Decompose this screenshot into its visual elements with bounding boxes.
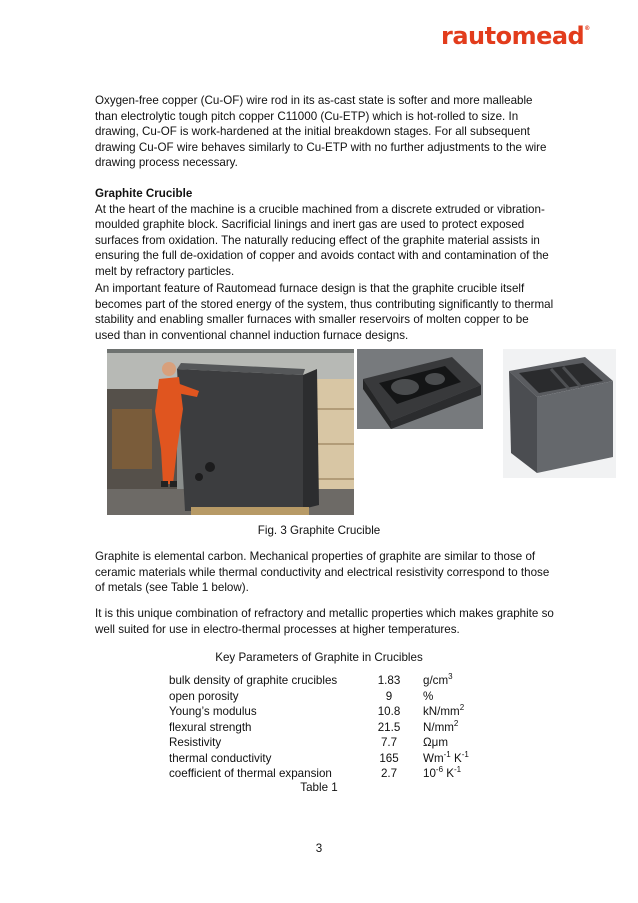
feature-paragraph: An important feature of Rautomead furnace design is that the graphite crucible itself becomes part of the stored energy of the system, thus contributing significantly to thermal stability and enabling smaller furnaces with smaller reservoirs of molten copper to be used than in conventional channel induction furnace designs. <box>95 282 554 342</box>
unit-unit-sup2: -1 <box>454 765 462 775</box>
unit-unit-sup: 3 <box>448 672 453 682</box>
key-parameters-table <box>169 673 503 782</box>
unit-unit-sup: 2 <box>453 718 459 728</box>
section-heading: Graphite Crucible <box>95 187 193 200</box>
table-row <box>169 766 503 782</box>
parameter-name: bulk density of graphite crucibles <box>169 674 338 687</box>
parameter-name: flexural strength <box>169 720 252 734</box>
graphite-properties-paragraph: Graphite is elemental carbon. Mechanical properties of graphite are similar to those of ceramic materials while thermal conductivity and electrical resistivity correspond to those of metals (see Table 1 below). <box>95 550 550 594</box>
logo-text: rautomead <box>441 22 585 50</box>
parameter-value: 165 <box>379 751 399 765</box>
rautomead-logo <box>441 24 590 48</box>
unit-unit-sup2: -1 <box>461 749 469 759</box>
parameter-value: 21.5 <box>377 720 401 734</box>
parameter-name: coefficient of thermal expansion <box>169 767 332 780</box>
parameter-unit <box>413 689 503 705</box>
parameter-value: 7.7 <box>380 736 398 749</box>
table-row <box>169 751 503 767</box>
unit-unit-tail: K <box>443 767 454 780</box>
parameter-unit <box>413 751 503 767</box>
unit-unit-tail: K <box>450 751 462 765</box>
crucible-paragraph: At the heart of the machine is a crucible machined from a discrete extruded or vibration-moulded graphite block. Sacrificial linings and inert gas are used to protect exposed surfaces from oxidation. The naturally reducing effect of the graphite material assists in ensuring the full de-oxidation of copper and avoids contact with and contamination of the melt by refractory particles. <box>95 202 549 278</box>
table-row <box>169 720 503 736</box>
parameter-unit <box>413 766 503 782</box>
parameter-unit <box>413 720 503 736</box>
parameter-value: 1.83 <box>377 674 401 687</box>
parameter-unit <box>413 704 503 720</box>
unit-unit-base: 10 <box>423 767 436 780</box>
intro-paragraph: Oxygen-free copper (Cu-OF) wire rod in its as-cast state is softer and more malleable than electrolytic tough pitch copper C11000 (Cu-ETP) which is hot-rolled to size. In drawing, Cu-OF is work-hardened at the initial breakdown stages. For all subsequent drawing Cu-OF wire behaves similarly to Cu-ETP with no further adjustments to the wire drawing process necessary. <box>95 94 547 169</box>
unit-unit-base: % <box>423 689 434 703</box>
parameter-value: 9 <box>385 689 393 703</box>
table-title: Key Parameters of Graphite in Crucibles <box>215 651 423 664</box>
photo-worker-with-crucible <box>107 349 354 515</box>
parameter-name: Young’s modulus <box>169 705 257 718</box>
parameter-unit <box>413 735 503 751</box>
unit-unit-base: g/cm <box>423 674 449 687</box>
table-row <box>169 689 503 705</box>
figure-caption: Fig. 3 Graphite Crucible <box>257 524 381 537</box>
combination-paragraph: It is this unique combination of refractory and metallic properties which makes graphite so well suited for use in electro-thermal processes at higher temperatures. <box>95 607 554 636</box>
parameter-value: 10.8 <box>377 705 401 718</box>
page-number: 3 <box>315 842 323 855</box>
crucible-section <box>95 186 555 279</box>
parameter-name: thermal conductivity <box>169 751 272 765</box>
unit-unit-base: N/mm <box>423 720 454 734</box>
unit-unit-sup: -6 <box>435 765 444 775</box>
parameter-value: 2.7 <box>380 767 398 780</box>
photo-crucible-box <box>503 349 616 478</box>
unit-unit-sup: -1 <box>443 749 451 759</box>
table-label: Table 1 <box>300 781 338 794</box>
unit-unit-sup: 2 <box>459 703 465 713</box>
parameter-unit <box>413 673 503 689</box>
table-row <box>169 735 503 751</box>
unit-unit-base: Wm <box>423 751 444 765</box>
table-row <box>169 704 503 720</box>
parameter-name: open porosity <box>169 689 239 703</box>
unit-unit-base: kN/mm <box>423 705 460 718</box>
table-row <box>169 673 503 689</box>
unit-unit-base: Ωμm <box>423 736 449 749</box>
registered-mark: ® <box>584 25 590 32</box>
parameter-name: Resistivity <box>169 736 222 749</box>
photo-crucible-top-view <box>357 349 483 429</box>
